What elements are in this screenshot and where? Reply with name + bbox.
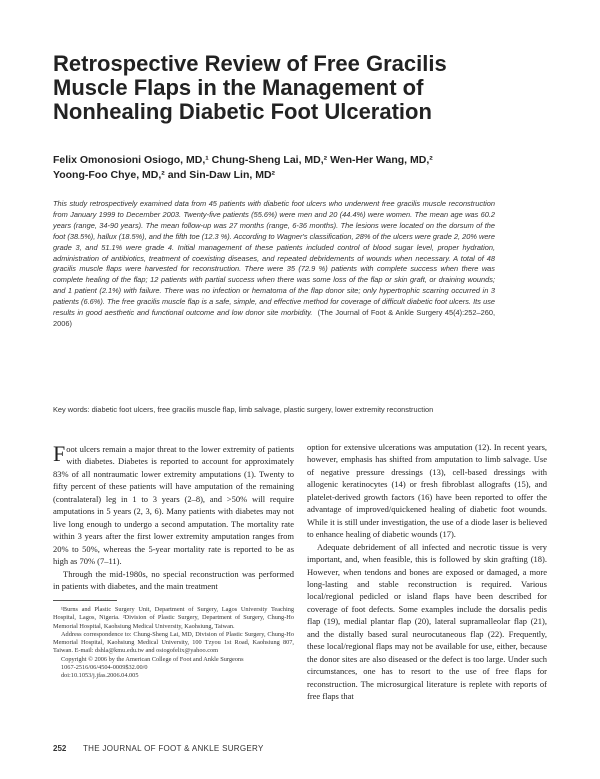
article-title: [53, 52, 533, 124]
title-line: Nonhealing Diabetic Foot Ulceration: [53, 99, 432, 124]
issn-note: 1067-2516/06/4504-0009$32.00/0: [61, 664, 148, 672]
page-footer: [53, 744, 547, 756]
drop-cap: F: [53, 441, 66, 466]
title-line: Retrospective Review of Free Gracilis: [53, 51, 447, 76]
body-paragraph: [53, 443, 294, 568]
body-paragraph: Adequate debridement of all infected and necrotic tissue is very important, and, when feasible, this is followed by skin grafting (18). However, when tendons and bones are exposed or damaged, a more long-lasting and stable reconstruction is required. Various local/regional pedicled or island flaps have been described for coverage of foot defects. Some examples include the dorsalis pedis flap (19), medial plantar flap (20), lateral supramalleolar flap (21), and the distally based sural neurocutaneous flap (22). Frequently, these local/regional flaps may not be available for use, either, because the donor sites are also diseased or the defect is too large. Under such circumstances, one has to resort to the use of free flaps for reconstruction. The microsurgical literature is replete with reports of free flaps that: [307, 541, 547, 702]
body-column-right: [307, 441, 547, 703]
author-line: Yoong-Foo Chye, MD,² and Sin-Daw Lin, MD²: [53, 169, 276, 181]
correspondence-note: Address correspondence to: Chung-Sheng Lai, MD, Division of Plastic Surgery, Chung-Ho Memorial Hospital, Kaohsiung Medical University, 100 Tzyou 1st Road, Kaohsiung 807, Taiwan. E-mail: dshla@kmu.edu.tw and osiogofelix@yahoo.com: [53, 630, 294, 655]
author-line: Felix Omonosioni Osiogo, MD,¹ Chung-Sheng Lai, MD,² Wen-Her Wang, MD,²: [53, 154, 433, 166]
abstract-text: This study retrospectively examined data from 45 patients with diabetic foot ulcers who underwent free gracilis muscle reconstruction from January 1999 to December 2003. Twenty-five patients (55.6%) were men and 20 (44.4%) were women. The mean age was 60.2 years (range, 34-90 years). The mean follow-up was 27 months (range, 6-36 months). The lesions were located on the dorsum of the foot (38.5%), hallux (18.5%), and the fifth toe (12.3 %). According to Wagner's classification, 28% of the ulcers were grade 2, 20% were grade 3, and 51.1% were grade 4. Initial management of these patients included control of blood sugar level, proper hydration, administration of antibiotics, treatment of coexisting diseases, and repeated debridements of wounds when necessary. A total of 48 gracilis muscle flaps were harvested for reconstruction. There were 35 (72.9 %) patients with complete success when there was complete healing of the flap; 12 patients with partial success when there was some loss of the flap or skin graft, or draining wounds; and 1 patient (2.1%) with failure. There was no infection or hematoma of the flap donor site; only hypertrophic scarring occurred in 3 patients (6.6%). The free gracilis muscle flap is a safe, simple, and effective method for coverage of difficult diabetic foot ulcers. Its use results in good aesthetic and functional outcome and low donor site morbidity.: [53, 199, 495, 318]
body-paragraph: Through the mid-1980s, no special reconstruction was performed in patients with diabetes, and the main treatment: [53, 568, 294, 591]
body-paragraph: option for extensive ulcerations was amputation (12). In recent years, however, emphasis has shifted from amputation to limb salvage. Use of negative pressure dressings (13), cell-based dressings with allogenic keratinocytes (14) or fresh fibroblast allografts (15), and platelet-derived growth factors (16) have been reported to offer the advantage of improved/quickened healing of diabetic foot wounds. While it is still under investigation, the use of a diode laser is believed to enhance healing of diabetic wounds (17).: [307, 442, 547, 540]
keywords: Key words: diabetic foot ulcers, free gracilis muscle flap, limb salvage, plastic surgery, lower extremity reconstruction: [53, 405, 434, 414]
body-column-left: [53, 443, 294, 592]
affiliations-note: ¹Burns and Plastic Surgery Unit, Department of Surgery, Lagos University Teaching Hospital, Lagos, Nigeria. ²Division of Plastic Surgery, Department of Surgery, Chung-Ho Memorial Hospital, Kaohsiung Medical University, Kaohsiung, Taiwan.: [53, 606, 294, 630]
abstract: [53, 199, 495, 330]
doi-note: doi:10.1053/j.jfas.2006.04.005: [61, 672, 139, 680]
author-list: [53, 153, 533, 183]
copyright-note: Copyright © 2006 by the American College of Foot and Ankle Surgeons: [61, 655, 244, 663]
journal-name: THE JOURNAL OF FOOT & ANKLE SURGERY: [83, 744, 264, 753]
footnote-rule: [53, 600, 117, 601]
title-line: Muscle Flaps in the Management of: [53, 75, 424, 100]
footnotes: [53, 600, 294, 681]
page-number: 252: [53, 744, 67, 753]
body-paragraph-text: oot ulcers remain a major threat to the lower extremity of patients with diabetes. Diabetes is reported to account for approximately 83% of all nontraumatic lower extremity amputations (1). Twenty to fifty percent of these patients will have amputation of the remaining (contralateral) leg in 1 to 3 years (2–8), and >50% will require amputations in 5 years (2, 3, 6). Many patients with diabetes may not live long enough to undergo a second amputation. The mortality rate within 3 years after the first lower extremity amputation ranges from 20% to 50%, whereas the 5-year mortality rate is reported to be as high as 70% (7–11).: [53, 444, 294, 567]
abstract-citation: (The Journal of Foot & Ankle Surgery 45(4):252–260, 2006): [53, 308, 496, 328]
